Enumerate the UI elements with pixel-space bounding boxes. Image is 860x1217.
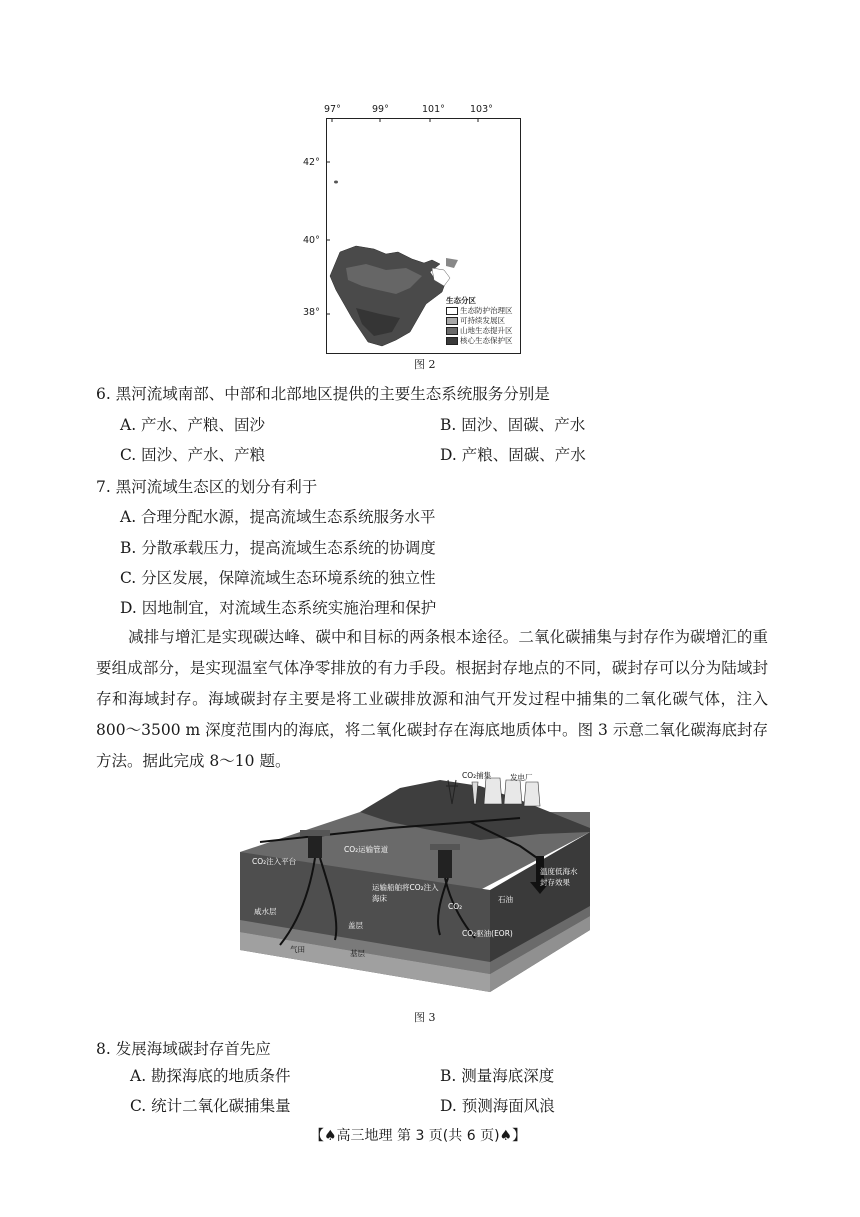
lon-tick-99: 99° (372, 104, 389, 115)
page-footer: 【♠高三地理 第 3 页(共 6 页)♠】 (310, 1128, 527, 1144)
label-ship-injection: 运输船舶将CO₂注入海床 (372, 883, 439, 903)
question-6-option-c: C. 固沙、产水、产粮 (120, 446, 266, 464)
label-gas-field: 气田 (290, 945, 305, 954)
lat-tick-42: 42° (303, 157, 320, 168)
figure-3-diagram (240, 770, 600, 1005)
label-co2: CO₂ (448, 902, 463, 911)
question-8-option-b: B. 测量海底深度 (440, 1067, 555, 1085)
question-7-option-d: D. 因地制宜，对流域生态系统实施治理和保护 (120, 599, 437, 617)
lat-tick-38: 38° (303, 307, 320, 318)
question-8-option-c: C. 统计二氧化碳捕集量 (130, 1097, 291, 1115)
question-6-option-d: D. 产粮、固碳、产水 (440, 446, 586, 464)
label-saline-aquifer: 咸水层 (254, 907, 277, 916)
label-eor: CO₂驱油(EOR) (462, 929, 513, 938)
label-power-plant: 发电厂 (510, 773, 533, 782)
lon-tick-103: 103° (470, 104, 493, 115)
label-injection-platform: CO₂注入平台 (252, 857, 297, 866)
label-basement: 基层 (350, 949, 365, 958)
question-8-option-d: D. 预测海面风浪 (440, 1097, 555, 1115)
legend-title: 生态分区 (446, 296, 476, 305)
label-cold-seawater: 温度低海水封存效果 (540, 867, 578, 887)
legend-item-protection: 生态防护治理区 (446, 306, 526, 316)
question-7-stem: 7. 黑河流域生态区的划分有利于 (96, 478, 318, 496)
question-6-option-b: B. 固沙、固碳、产水 (440, 416, 586, 434)
lon-tick-97: 97° (324, 104, 341, 115)
question-8-stem: 8. 发展海域碳封存首先应 (96, 1040, 271, 1058)
question-7-option-c: C. 分区发展，保障流域生态环境系统的独立性 (120, 569, 436, 587)
legend-item-core: 核心生态保护区 (446, 336, 526, 346)
reading-passage: 减排与增汇是实现碳达峰、碳中和目标的两条根本途径。二氧化碳捕集与封存作为碳增汇的重要组成部分，是实现温室气体净零排放的有力手段。根据封存地点的不同，碳封存可以分为陆域封存和海域封存。海域碳封存主要是将工业碳排放源和油气开发过程中捕集的二氧化碳气体，注入 800～3500 m 深度范围内的海底，将二氧化碳封存在海底地质体中。图 3 示意二氧化碳海底封存方法。据此完成 8～10 题。 (96, 628, 768, 770)
question-8-option-a: A. 勘探海底的地质条件 (130, 1067, 291, 1085)
question-7-option-b: B. 分散承载压力，提高流域生态系统的协调度 (120, 539, 436, 557)
question-6-stem: 6. 黑河流域南部、中部和北部地区提供的主要生态系统服务分别是 (96, 385, 550, 403)
label-caprock: 盖层 (348, 921, 363, 930)
lat-tick-40: 40° (303, 235, 320, 246)
figure-2-map (300, 100, 540, 370)
legend-item-mountain: 山地生态提升区 (446, 326, 526, 336)
legend-item-sustainable: 可持续发展区 (446, 316, 526, 326)
map-legend (446, 296, 526, 346)
question-6-option-a: A. 产水、产粮、固沙 (120, 416, 266, 434)
lon-tick-101: 101° (422, 104, 445, 115)
label-co2-capture: CO₂捕集 (462, 771, 492, 780)
figure-2-caption: 图 2 (414, 358, 436, 371)
figure-3-caption: 图 3 (414, 1011, 436, 1024)
question-7-option-a: A. 合理分配水源，提高流域生态系统服务水平 (120, 508, 436, 526)
label-oil: 石油 (498, 895, 513, 904)
label-transport-pipeline: CO₂运输管道 (344, 845, 389, 854)
